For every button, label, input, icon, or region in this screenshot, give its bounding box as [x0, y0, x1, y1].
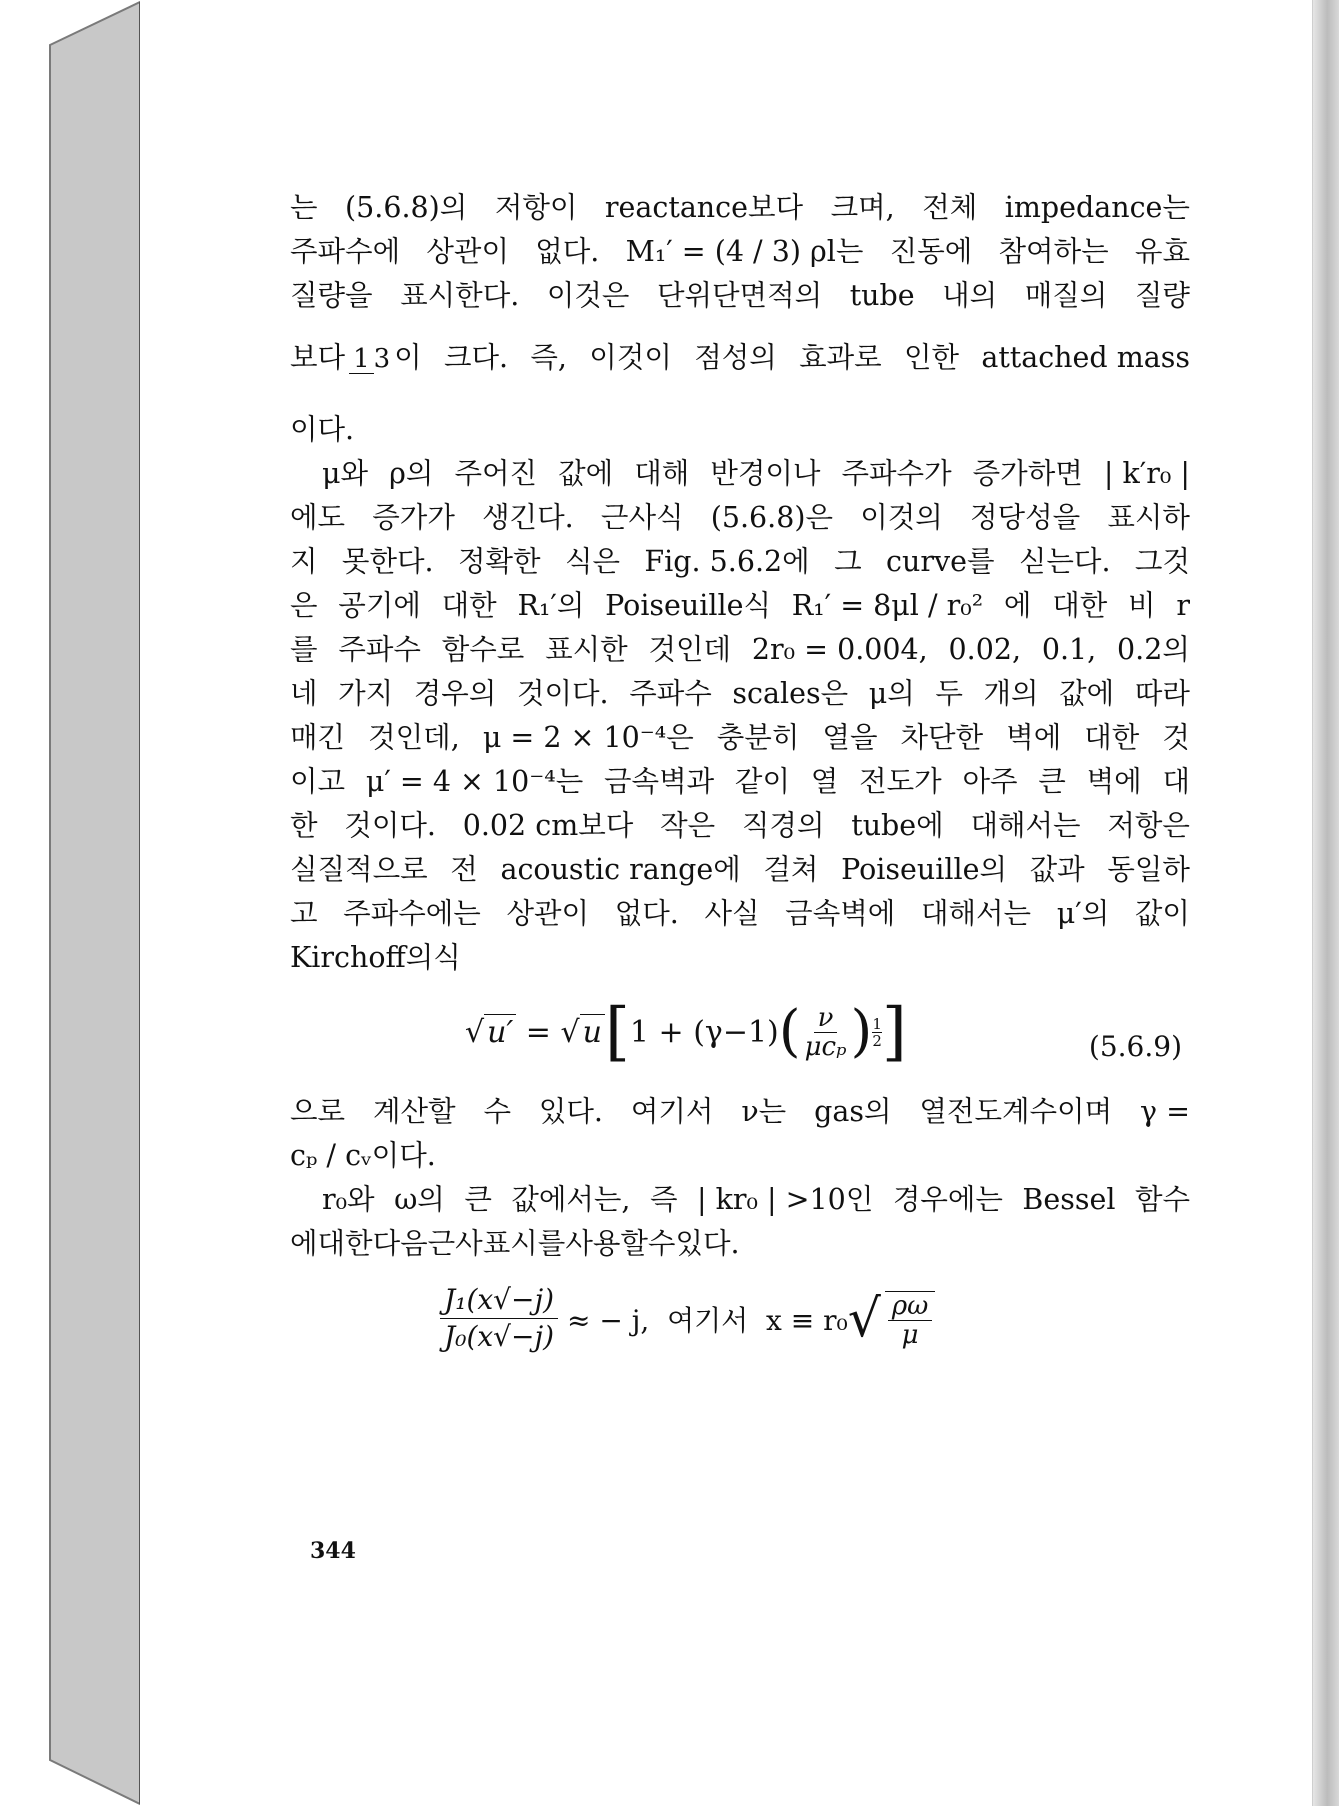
text-segment: scales은: [732, 677, 849, 710]
text-line: [290, 452, 1190, 496]
text-segment: 열을: [822, 721, 878, 754]
text-segment: 증가가: [372, 501, 455, 534]
text-line: [290, 318, 1190, 398]
fraction-numerator: ν: [814, 1004, 838, 1033]
text-segment: 아주: [962, 765, 1018, 798]
text-line: [290, 1178, 1190, 1222]
sqrt-rho-omega-over-mu: [848, 1289, 940, 1349]
body-text: [290, 186, 1190, 1366]
text-segment: 대한: [441, 589, 497, 622]
text-segment: μ의: [868, 677, 915, 710]
radical-sign: √: [560, 1015, 580, 1050]
text-segment: 경우에는: [892, 1183, 1003, 1216]
text-segment: 은: [290, 589, 318, 622]
text-segment: 전도가: [859, 765, 942, 798]
text-segment: 차단한: [900, 721, 984, 754]
text-segment: 두: [935, 677, 963, 710]
text-segment: 이: [394, 341, 422, 374]
text-segment: ρ의: [389, 457, 434, 490]
text-segment: 에도: [290, 501, 346, 534]
text-segment: 점성의: [694, 341, 777, 374]
equals-sign: =: [516, 1014, 561, 1050]
text-segment: 에: [1003, 589, 1032, 622]
fraction-numerator: J₁(x√−j): [440, 1282, 558, 1319]
text-segment: r₀와: [322, 1183, 375, 1216]
text-segment: μ와: [322, 457, 369, 490]
text-segment: ν는: [741, 1095, 787, 1128]
text-segment: 저항은: [1107, 809, 1190, 842]
text-segment: 것인데,: [368, 721, 460, 754]
exponent-half: [872, 1016, 882, 1049]
text-segment: 주파수에: [290, 235, 401, 268]
text-segment: Poiseuille의: [841, 853, 1007, 886]
text-line: [290, 936, 1190, 980]
text-segment: 유효: [1134, 235, 1190, 268]
fraction-phrase: [290, 336, 422, 380]
text-segment: 증가하면: [972, 457, 1083, 490]
page-right-edge: [1313, 0, 1339, 1806]
fraction-denominator: J₀(x√−j): [444, 1320, 555, 1353]
text-line: [290, 672, 1190, 716]
text-segment: 동일하: [1107, 853, 1190, 886]
text-segment: 금속벽과: [604, 765, 715, 798]
text-segment: 근사식: [600, 501, 684, 534]
text-segment: 열: [810, 765, 839, 798]
text-line: [290, 716, 1190, 760]
text-line: [290, 540, 1190, 584]
text-segment: 이고: [290, 765, 346, 798]
text-segment: 식: [433, 941, 461, 974]
text-segment: 충분히: [716, 721, 800, 754]
text-segment: 함수로: [441, 633, 525, 666]
text-segment: 근사: [427, 1227, 483, 1260]
text-segment: 있다.: [538, 1095, 603, 1128]
text-segment: 효과로: [799, 341, 882, 374]
text-segment: 싣는다.: [1018, 545, 1111, 578]
text-segment: 비: [1128, 589, 1156, 622]
text-segment: 이것은: [546, 279, 630, 312]
text-segment: 사용할: [565, 1227, 648, 1260]
text-line: [290, 1222, 1190, 1266]
text-segment: 못한다.: [341, 545, 434, 578]
text-line: [290, 892, 1190, 936]
text-segment: 크며,: [830, 191, 895, 224]
text-segment: 저항이: [494, 191, 578, 224]
text-segment: 것이다.: [516, 677, 609, 710]
text-segment: 것: [1162, 721, 1190, 754]
text-segment: 매긴: [290, 721, 346, 754]
exponent-denominator: 2: [872, 1031, 882, 1050]
text-segment: 크다.: [443, 341, 509, 374]
text-line: [290, 496, 1190, 540]
equation-body: [465, 995, 907, 1069]
text-segment: 수: [647, 1227, 676, 1260]
equation-body: [440, 1282, 939, 1355]
text-segment: acoustic range에: [500, 853, 741, 886]
text-segment: 는: [290, 191, 318, 224]
text-segment: 식은: [564, 545, 621, 578]
right-bracket: ]: [881, 995, 907, 1069]
text-segment: 표시하: [1107, 501, 1190, 534]
equation-bessel-approx: [290, 1266, 1190, 1366]
text-segment: 내의: [942, 279, 998, 312]
text-segment: 를: [290, 633, 318, 666]
equation-5-6-9: [290, 980, 1190, 1090]
text-segment: 대해서는: [920, 897, 1032, 930]
fraction-denominator: 3: [373, 344, 391, 374]
text-segment: 0.02 cm보다: [462, 809, 634, 842]
text-segment: gas의: [814, 1095, 892, 1128]
text-segment: 값이: [1134, 897, 1190, 930]
text-segment: 금속벽에: [785, 897, 896, 930]
text-segment: 열전도계수이며: [919, 1095, 1113, 1128]
text-line: [290, 804, 1190, 848]
text-segment: 생긴다.: [482, 501, 574, 534]
text-line: [290, 230, 1190, 274]
fraction-denominator: μcₚ: [804, 1031, 847, 1062]
text-line: [290, 584, 1190, 628]
text-segment: 여기서: [630, 1095, 714, 1128]
text-segment: 단위단면적의: [656, 279, 823, 312]
text-segment: 0.02,: [948, 633, 1022, 666]
text-segment: Bessel: [1022, 1183, 1116, 1216]
text-segment: 함수: [1134, 1183, 1190, 1216]
radicand: u: [580, 1014, 605, 1050]
text-segment: 보다: [290, 341, 346, 374]
text-line: [290, 274, 1190, 318]
text-segment: 대한: [1052, 589, 1108, 622]
text-segment: 대해: [634, 457, 690, 490]
text-segment: 값에서는,: [511, 1183, 631, 1216]
text-segment: 질량: [1134, 279, 1190, 312]
text-segment: cₚ / cᵥ이다.: [290, 1139, 436, 1172]
radicand: u′: [484, 1014, 516, 1050]
text-segment: 참여하는: [998, 235, 1109, 268]
text-segment: Kirchoff의: [290, 941, 434, 974]
text-line: [290, 408, 1190, 452]
text-segment: 0.2의: [1117, 633, 1190, 666]
text-segment: 으로: [290, 1095, 346, 1128]
text-segment: 없다.: [614, 897, 679, 930]
right-paren: ): [850, 999, 873, 1064]
text-line: [290, 186, 1190, 230]
text-segment: 것이다.: [344, 809, 436, 842]
text-segment: 걸쳐: [763, 853, 819, 886]
text-segment: 에: [290, 1227, 318, 1260]
text-segment: r: [1176, 589, 1190, 622]
text-segment: 대한: [317, 1227, 373, 1260]
text-segment: 즉: [649, 1183, 678, 1216]
text-segment: reactance보다: [604, 191, 804, 224]
fraction-nu-over-mucp: [805, 1004, 847, 1061]
text-segment: 다음: [372, 1227, 428, 1260]
text-segment: 작은: [660, 809, 716, 842]
text-segment: 사실: [704, 897, 760, 930]
text-segment: 표시를: [482, 1227, 566, 1260]
radicand-fraction: [885, 1291, 936, 1349]
text-segment: 것인데: [648, 633, 732, 666]
fraction-numerator: ρω: [888, 1292, 933, 1321]
text-segment: | k′r₀ |: [1103, 457, 1190, 490]
text-segment: γ =: [1140, 1095, 1190, 1128]
book-spine: [0, 0, 150, 1806]
text-segment: 진동에: [889, 235, 973, 268]
text-segment: ω의: [394, 1183, 445, 1216]
text-segment: 그것: [1134, 545, 1190, 578]
text-segment: tube: [849, 279, 915, 312]
text-segment: curve를: [886, 545, 995, 578]
text-segment: 같이: [734, 765, 790, 798]
text-segment: 경우의: [413, 677, 497, 710]
text-segment: 대: [1162, 765, 1190, 798]
text-segment: 없다.: [535, 235, 600, 268]
text-segment: impedance는: [1004, 191, 1190, 224]
text-segment: attached mass: [981, 341, 1190, 374]
text-segment: Poiseuille식: [605, 589, 772, 622]
text-segment: 지: [290, 545, 318, 578]
text-line: [290, 760, 1190, 804]
text-segment: 2r₀ = 0.004,: [751, 633, 928, 666]
text-segment: 한: [290, 809, 318, 842]
text-segment: μ′의: [1056, 897, 1110, 930]
text-segment: 큰: [1038, 765, 1066, 798]
text-segment: 즉,: [530, 341, 567, 374]
text-segment: | kr₀ | >10인: [696, 1183, 874, 1216]
text-segment: tube에: [851, 809, 944, 842]
text-segment: 대한: [1084, 721, 1140, 754]
fraction-one-third: [349, 345, 390, 374]
text-segment: 인한: [903, 341, 960, 374]
text-segment: 주파수에는: [343, 897, 481, 930]
text-segment: 반경이나: [710, 457, 821, 490]
text-segment: Fig. 5.6.2에: [644, 545, 810, 578]
sqrt-lhs: [465, 1014, 516, 1050]
text-segment: 매질의: [1024, 279, 1108, 312]
text-segment: 실질적으로: [290, 853, 428, 886]
text-segment: 값에: [558, 457, 614, 490]
fraction-numerator: 1: [349, 345, 374, 374]
text-segment: 큰: [464, 1183, 492, 1216]
text-segment: 이다.: [290, 413, 355, 446]
fraction-bessel-ratio: [440, 1282, 558, 1355]
text-segment: 상관이: [506, 897, 590, 930]
left-paren: (: [778, 999, 801, 1064]
text-segment: 0.1,: [1041, 633, 1097, 666]
text-segment: 표시한다.: [400, 279, 520, 312]
sqrt-rhs: [560, 1014, 604, 1050]
text-segment: 값에: [1059, 677, 1115, 710]
text-line: [290, 628, 1190, 672]
text-segment: (5.6.8)은: [710, 501, 834, 534]
text-segment: 상관이: [426, 235, 509, 268]
text-segment: 주파수: [629, 677, 712, 710]
text-segment: μ = 2 × 10⁻⁴은: [482, 721, 694, 754]
page-number: 344: [310, 1538, 356, 1564]
text-line: [290, 1090, 1190, 1134]
radical-sign: √: [465, 1015, 485, 1050]
text-segment: 전: [450, 853, 478, 886]
text-segment: 수: [483, 1095, 511, 1128]
text-segment: 있다.: [675, 1227, 740, 1260]
text-segment: 전체: [922, 191, 978, 224]
text-segment: 계산할: [372, 1095, 456, 1128]
text-segment: 표시한: [545, 633, 628, 666]
text-line: [290, 1134, 1190, 1178]
text-segment: 가지: [338, 677, 394, 710]
text-segment: 따라: [1134, 677, 1190, 710]
equation-middle: ≈ − j, 여기서 x ≡ r₀: [558, 1303, 848, 1337]
radical-sign: √: [847, 1288, 881, 1349]
text-line: [290, 848, 1190, 892]
text-segment: 주파수가: [841, 457, 952, 490]
fraction-denominator: μ: [901, 1319, 919, 1350]
text-segment: R₁′ = 8μl / r₀²: [791, 589, 984, 622]
text-segment: 네: [290, 677, 318, 710]
left-bracket: [: [604, 995, 630, 1069]
text-segment: 주파수: [338, 633, 421, 666]
text-segment: 직경의: [741, 809, 825, 842]
text-segment: 이것이: [589, 341, 672, 374]
text-segment: M₁′ = (4 / 3) ρl는: [625, 235, 864, 268]
text-segment: 공기에: [338, 589, 421, 622]
exponent-numerator: 1: [872, 1014, 882, 1033]
text-segment: μ′ = 4 × 10⁻⁴는: [365, 765, 584, 798]
text-segment: 개의: [983, 677, 1039, 710]
text-segment: R₁′의: [517, 589, 585, 622]
text-segment: 값과: [1029, 853, 1085, 886]
equation-label: (5.6.9): [1088, 1030, 1182, 1063]
text-segment: 질량을: [290, 279, 373, 312]
text-segment: 이것의: [860, 501, 943, 534]
text-segment: 벽에: [1006, 721, 1062, 754]
text-segment: 그: [834, 545, 862, 578]
text-segment: 정당성을: [970, 501, 1081, 534]
text-segment: 고: [290, 897, 318, 930]
bracket-term: 1 + (γ−1): [629, 1014, 779, 1050]
text-segment: 주어진: [454, 457, 538, 490]
text-segment: (5.6.8)의: [345, 191, 468, 224]
text-segment: 벽에: [1086, 765, 1142, 798]
text-segment: 대해서는: [970, 809, 1081, 842]
text-segment: 정확한: [457, 545, 541, 578]
